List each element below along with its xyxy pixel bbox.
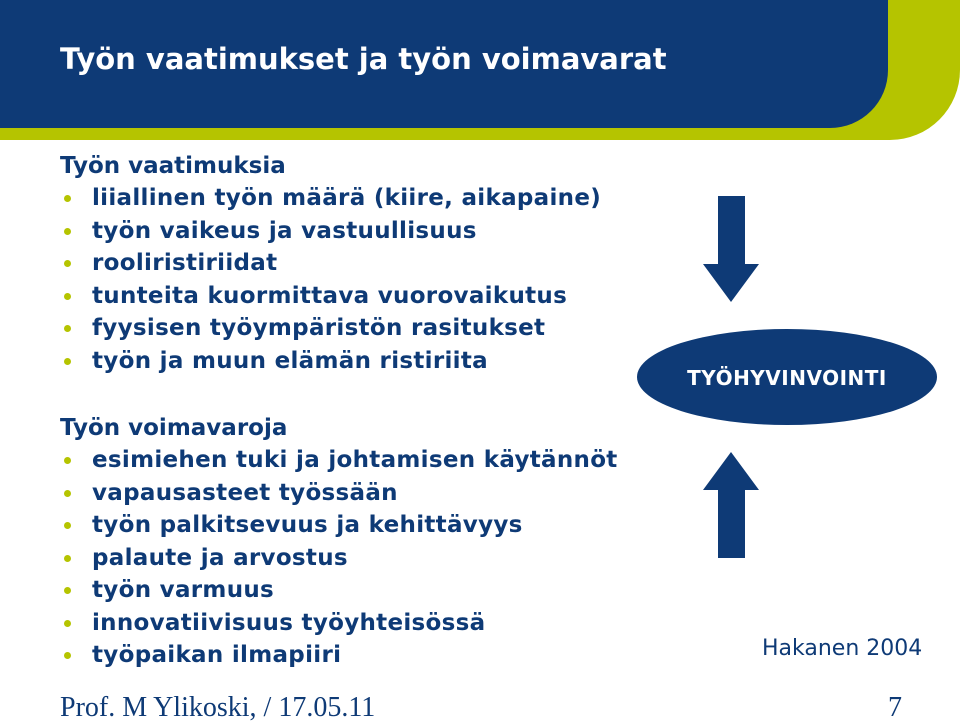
list-item-text: työn palkitsevuus ja kehittävyys [92, 512, 523, 538]
wellbeing-label: TYÖHYVINVOINTI [687, 366, 887, 390]
list-item [60, 215, 601, 248]
list-item-text: työpaikan ilmapiiri [92, 642, 342, 668]
list-item [60, 312, 601, 345]
list-item [60, 444, 618, 477]
slide-title: Työn vaatimukset ja työn voimavarat [60, 42, 667, 76]
bullet-icon [64, 260, 71, 267]
list-item [60, 280, 601, 313]
bullet-icon [64, 293, 71, 300]
list-item [60, 607, 618, 640]
list-item [60, 574, 618, 607]
list-item [60, 639, 618, 672]
list-item-text: vapausasteet työssään [92, 479, 398, 506]
footer-author-date: Prof. M Ylikoski, / 17.05.11 [60, 692, 376, 723]
arrow-down-icon [703, 196, 759, 302]
bullet-icon [64, 587, 71, 594]
list-item [60, 542, 618, 575]
bullet-icon [64, 652, 71, 659]
bullet-icon [64, 620, 71, 627]
list-item [60, 345, 601, 378]
page-number: 7 [888, 692, 902, 723]
bullet-icon [64, 555, 71, 562]
bullet-icon [64, 490, 71, 497]
citation: Hakanen 2004 [762, 636, 923, 661]
list-item [60, 247, 601, 280]
list-item-text: työn ja muun elämän ristiriita [92, 347, 488, 374]
list-item-text: esimiehen tuki ja johtamisen käytännöt [92, 447, 618, 473]
bullet-icon [64, 522, 71, 529]
bullet-icon [64, 457, 71, 464]
list-item-text: tunteita kuormittava vuorovaikutus [92, 282, 568, 309]
bullet-icon [64, 228, 71, 235]
arrow-up-icon [703, 452, 759, 558]
list-item-text: työn vaikeus ja vastuullisuus [92, 217, 477, 244]
list-item [60, 477, 618, 510]
list-item-text: liiallinen työn määrä (kiire, aikapaine) [92, 185, 602, 211]
demands-list [60, 182, 601, 377]
wellbeing-oval [637, 329, 937, 425]
list-item-text: työn varmuus [92, 577, 275, 603]
bullet-icon [64, 325, 71, 332]
bullet-icon [64, 358, 71, 365]
list-item-text: rooliristiriidat [92, 250, 278, 276]
list-item [60, 182, 601, 215]
demands-section [60, 150, 601, 377]
list-item-text: palaute ja arvostus [92, 544, 348, 571]
list-item-text: fyysisen työympäristön rasitukset [92, 315, 546, 341]
resources-list [60, 444, 618, 672]
list-item [60, 509, 618, 542]
resources-section [60, 412, 618, 672]
bullet-icon [64, 195, 71, 202]
resources-heading: Työn voimavaroja [60, 415, 288, 441]
list-item-text: innovatiivisuus työyhteisössä [92, 609, 486, 636]
demands-heading: Työn vaatimuksia [60, 153, 286, 179]
